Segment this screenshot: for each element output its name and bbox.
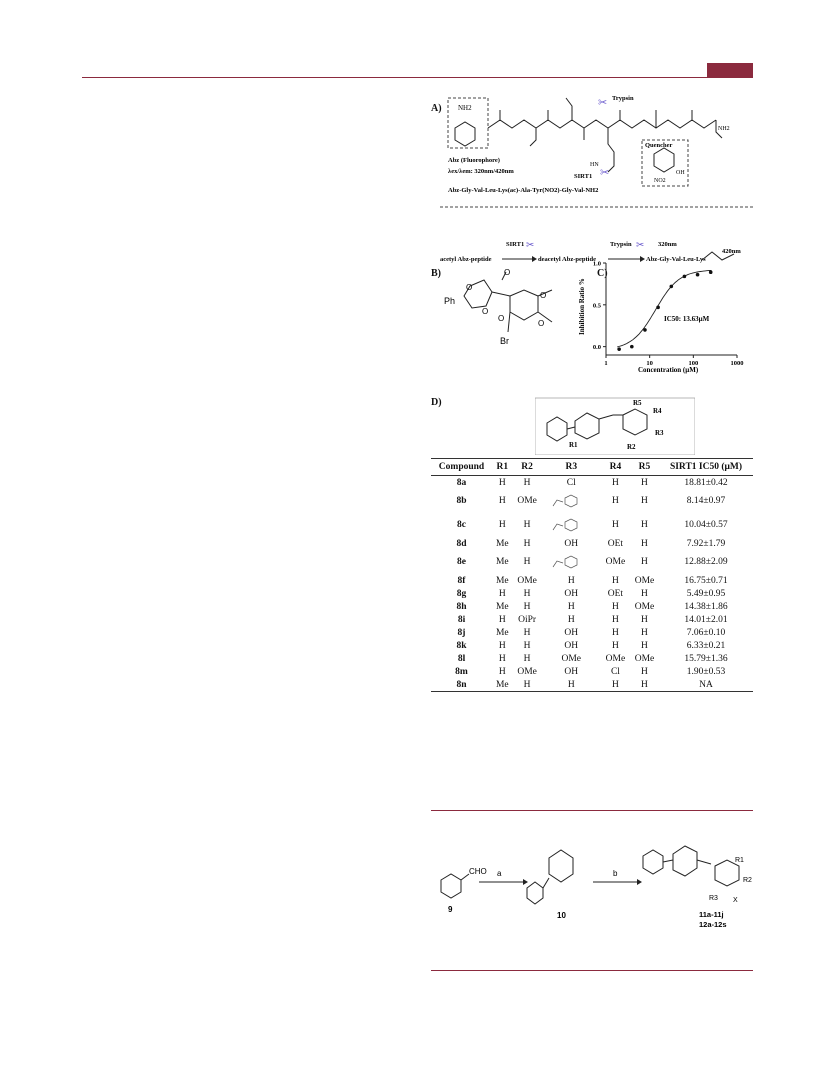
table-cell: OH bbox=[564, 538, 579, 549]
y-tick-label: 1.0 bbox=[592, 260, 601, 268]
table-cell: H bbox=[641, 640, 648, 651]
svg-text:O: O bbox=[482, 307, 489, 316]
y-tick-label: 0.0 bbox=[592, 344, 601, 352]
table-cell: H bbox=[641, 588, 648, 599]
data-point bbox=[656, 306, 660, 310]
table-cell: OMe bbox=[517, 575, 537, 586]
col-r2: R2 bbox=[513, 459, 542, 476]
table-cell: H bbox=[641, 477, 648, 488]
table-cell: H bbox=[601, 678, 630, 692]
table-cell: 5.49±0.95 bbox=[686, 588, 726, 599]
table-cell: H bbox=[641, 496, 648, 506]
hn-label: HN bbox=[590, 162, 599, 168]
panel-c-label: C) bbox=[597, 268, 608, 279]
table-cell: H bbox=[641, 666, 648, 677]
oh-label: OH bbox=[676, 170, 685, 176]
sirt1-label: SIRT1 bbox=[574, 173, 593, 180]
d-r5: R5 bbox=[633, 399, 642, 407]
table-cell: Me bbox=[495, 557, 509, 567]
table-cell: Me bbox=[495, 601, 509, 612]
data-point bbox=[696, 273, 700, 277]
table-cell: 10.04±0.57 bbox=[684, 520, 728, 530]
data-point bbox=[709, 270, 713, 274]
table-cell: H bbox=[498, 477, 506, 488]
x-tick-label: 10 bbox=[646, 360, 653, 367]
panel-b-label: B) bbox=[431, 268, 441, 279]
table-cell: 15.79±1.36 bbox=[684, 653, 728, 664]
table-cell: H bbox=[523, 640, 531, 651]
table-cell: Cl bbox=[610, 666, 620, 677]
peptide-backbone bbox=[488, 120, 716, 128]
table-cell: 14.38±1.86 bbox=[684, 601, 728, 612]
trypsin-label: Trypsin bbox=[612, 95, 634, 102]
scheme-r2: R2 bbox=[743, 877, 752, 884]
table-cell: OMe bbox=[561, 653, 582, 664]
scissors-icon-scheme-2: ✂ bbox=[636, 240, 645, 251]
table-cell: H bbox=[523, 588, 531, 599]
svg-text:O: O bbox=[540, 291, 547, 300]
table-cell: OH bbox=[564, 627, 579, 638]
lysine-chain bbox=[608, 128, 614, 172]
table-cell: OH bbox=[564, 666, 579, 677]
table-cell: H bbox=[498, 588, 506, 599]
table-cell: OMe bbox=[605, 557, 626, 567]
panel-d-label: D) bbox=[431, 397, 442, 408]
svg-text:O: O bbox=[466, 283, 473, 292]
fluorophore-label: Abz (Fluorophore) bbox=[448, 157, 500, 164]
compound-id-cell: 8h bbox=[456, 601, 467, 612]
compound-id-cell: 8e bbox=[457, 557, 466, 567]
compound-id-cell: 8k bbox=[456, 640, 467, 651]
x-tick-label: 100 bbox=[688, 360, 699, 367]
compound-id-cell: 8c bbox=[457, 520, 466, 530]
table-header-row bbox=[431, 459, 753, 476]
table-cell: OMe bbox=[517, 496, 537, 506]
table-cell: Me bbox=[495, 627, 509, 638]
col-r3: R3 bbox=[542, 459, 601, 476]
table-cell: OH bbox=[564, 588, 579, 599]
table-cell: OMe bbox=[634, 601, 655, 612]
table-cell: OMe bbox=[605, 653, 626, 664]
data-point bbox=[643, 328, 647, 332]
table-row bbox=[431, 489, 753, 513]
compound-id-cell: 8i bbox=[457, 614, 466, 625]
table-cell: H bbox=[641, 557, 648, 567]
synthesis-scheme bbox=[431, 830, 753, 940]
step-a-label: a bbox=[497, 869, 502, 878]
table-cell: H bbox=[641, 614, 648, 625]
table-cell: H bbox=[523, 601, 531, 612]
table-cell: 14.01±2.01 bbox=[684, 614, 728, 625]
table-cell: 7.92±1.79 bbox=[686, 538, 726, 549]
section-rule-bottom bbox=[431, 970, 753, 971]
scissors-icon-scheme-1: ✂ bbox=[526, 240, 535, 251]
compound-id-cell: 8b bbox=[456, 496, 467, 506]
table-cell: 6.33±0.21 bbox=[686, 640, 726, 651]
svg-text:O: O bbox=[538, 319, 545, 328]
table-cell: H bbox=[611, 496, 619, 506]
table-cell: OEt bbox=[607, 588, 624, 599]
table-row bbox=[431, 613, 753, 626]
quencher-label: Quencher bbox=[645, 142, 673, 149]
col-r5: R5 bbox=[630, 459, 659, 476]
table-cell: H bbox=[542, 678, 601, 692]
section-rule-top bbox=[431, 810, 753, 811]
scheme-end: Abz-Gly-Val-Leu-Lys bbox=[646, 256, 706, 263]
table-row bbox=[431, 476, 753, 490]
table-row bbox=[431, 665, 753, 678]
table-cell: OEt bbox=[607, 538, 624, 549]
nh2-label: NH2 bbox=[458, 104, 472, 112]
data-point bbox=[670, 285, 674, 289]
table-row bbox=[431, 626, 753, 639]
br-label: Br bbox=[500, 336, 509, 346]
compound-id-cell: 8n bbox=[431, 678, 492, 692]
d-r4: R4 bbox=[653, 407, 662, 415]
d-r3: R3 bbox=[655, 429, 664, 437]
scheme-x: X bbox=[733, 897, 738, 904]
table-cell: Me bbox=[495, 575, 509, 586]
cho-label: CHO bbox=[469, 867, 487, 876]
ic50-chart bbox=[572, 255, 752, 377]
header-accent-box bbox=[707, 63, 753, 77]
products-label-2: 12a-12s bbox=[699, 920, 727, 929]
table-cell: H bbox=[498, 640, 506, 651]
ph-label: Ph bbox=[444, 296, 456, 306]
nh2-end-label: NH2 bbox=[718, 126, 730, 132]
table-cell: H bbox=[611, 575, 619, 586]
scheme-sirt1: SIRT1 bbox=[506, 241, 525, 248]
d-r1: R1 bbox=[569, 441, 578, 449]
compound-9-label: 9 bbox=[448, 905, 453, 914]
table-cell: 18.81±0.42 bbox=[684, 477, 728, 488]
table-cell: OiPr bbox=[518, 614, 537, 625]
table-row bbox=[431, 600, 753, 613]
x-axis-label: Concentration (μM) bbox=[638, 366, 699, 374]
col-ic50: SIRT1 IC50 (μM) bbox=[659, 459, 753, 476]
scheme-trypsin: Trypsin bbox=[610, 241, 632, 248]
svg-text:O: O bbox=[504, 268, 511, 277]
header-rule bbox=[82, 77, 753, 78]
table-cell: 16.75±0.71 bbox=[684, 575, 728, 586]
y-axis-label: Inhibition Ratio % bbox=[578, 278, 586, 335]
sequence-label: Abz-Gly-Val-Leu-Lys(ac)-Ala-Tyr(NO2)-Gly-Val-NH2 bbox=[448, 187, 599, 194]
table-cell: H bbox=[498, 653, 506, 664]
table-cell: H bbox=[611, 614, 619, 625]
substituent-structure-cell bbox=[542, 513, 601, 537]
compound-id-cell: 8m bbox=[455, 666, 468, 677]
scheme-r3: R3 bbox=[709, 895, 718, 902]
table-row bbox=[431, 574, 753, 587]
compound-id-cell: 8f bbox=[457, 575, 466, 586]
table-cell: H bbox=[523, 520, 531, 530]
step-b-label: b bbox=[613, 869, 618, 878]
table-cell: OMe bbox=[517, 666, 537, 677]
table-row bbox=[431, 537, 753, 550]
table-cell: H bbox=[523, 557, 531, 567]
table-row bbox=[431, 550, 753, 574]
scheme-start: acetyl Abz-peptide bbox=[440, 256, 492, 263]
table-cell: H bbox=[523, 477, 531, 488]
table-cell: H bbox=[523, 538, 531, 549]
compound-10-label: 10 bbox=[557, 911, 566, 920]
compound-id-cell: 8d bbox=[456, 538, 467, 549]
sirt1-table bbox=[431, 458, 753, 692]
col-r1: R1 bbox=[492, 459, 513, 476]
table-cell: H bbox=[641, 520, 648, 530]
wavelength-label: λex/λem: 320nm/420nm bbox=[448, 168, 514, 175]
table-row bbox=[431, 652, 753, 665]
table-cell: H bbox=[611, 640, 619, 651]
panel-a-figure bbox=[440, 88, 753, 268]
table-cell: Me bbox=[492, 678, 513, 692]
table-row bbox=[431, 513, 753, 537]
table-cell: H bbox=[567, 601, 575, 612]
table-row bbox=[431, 639, 753, 652]
table-cell: H bbox=[523, 653, 531, 664]
scheme-320: 320nm bbox=[658, 241, 677, 248]
col-r4: R4 bbox=[601, 459, 630, 476]
data-point bbox=[617, 347, 621, 351]
table-cell: H bbox=[641, 627, 648, 638]
table-cell: H bbox=[498, 666, 506, 677]
scissors-icon-sirt1: ✂ bbox=[600, 167, 610, 179]
products-label-1: 11a-11j bbox=[699, 910, 724, 919]
table-cell: H bbox=[498, 614, 506, 625]
d-r2: R2 bbox=[627, 443, 636, 451]
table-cell: OH bbox=[564, 640, 579, 651]
table-cell: NA bbox=[659, 678, 753, 692]
panel-d-structure bbox=[535, 395, 695, 455]
x-tick-label: 1 bbox=[604, 360, 608, 367]
table-cell: H bbox=[641, 538, 648, 549]
svg-text:O: O bbox=[498, 314, 505, 323]
panel-a-label: A) bbox=[431, 103, 442, 114]
compound-id-cell: 8g bbox=[456, 588, 467, 599]
scheme-420: 420nm bbox=[722, 248, 741, 255]
data-point bbox=[683, 275, 687, 279]
panel-b-structure bbox=[440, 266, 580, 366]
table-cell: H bbox=[513, 678, 542, 692]
table-cell: 1.90±0.53 bbox=[686, 666, 726, 677]
table-cell: H bbox=[611, 477, 619, 488]
table-cell: Cl bbox=[566, 477, 576, 488]
compound-id-cell: 8a bbox=[456, 477, 467, 488]
table-row bbox=[431, 678, 753, 692]
table-cell: H bbox=[567, 614, 575, 625]
data-point bbox=[630, 345, 634, 349]
table-cell: Me bbox=[495, 538, 509, 549]
table-cell: OMe bbox=[634, 653, 655, 664]
ic50-annotation: IC50: 13.63μM bbox=[664, 315, 710, 323]
x-tick-label: 1000 bbox=[730, 360, 744, 367]
table-cell: OMe bbox=[634, 575, 655, 586]
table-cell: H bbox=[567, 575, 575, 586]
table-cell: H bbox=[498, 496, 506, 506]
table-cell: H bbox=[630, 678, 659, 692]
compound-id-cell: 8j bbox=[457, 627, 466, 638]
table-cell: H bbox=[523, 627, 531, 638]
substituent-structure-cell bbox=[542, 550, 601, 574]
table-cell: 7.06±0.10 bbox=[686, 627, 726, 638]
compound-id-cell: 8l bbox=[457, 653, 466, 664]
no2-label: NO2 bbox=[654, 178, 666, 184]
table-cell: H bbox=[498, 520, 506, 530]
table-cell: 8.14±0.97 bbox=[686, 496, 726, 506]
table-cell: 12.88±2.09 bbox=[684, 557, 728, 567]
table-cell: H bbox=[611, 520, 619, 530]
table-row bbox=[431, 587, 753, 600]
table-cell: H bbox=[611, 601, 619, 612]
substituent-structure-cell bbox=[542, 489, 601, 513]
scissors-icon-trypsin: ✂ bbox=[598, 97, 608, 109]
table-cell: H bbox=[611, 627, 619, 638]
benzene-ring bbox=[455, 122, 475, 146]
scheme-mid: deacetyl Abz-peptide bbox=[538, 256, 596, 263]
y-tick-label: 0.5 bbox=[592, 302, 601, 310]
scheme-r1: R1 bbox=[735, 857, 744, 864]
fit-curve bbox=[617, 270, 711, 347]
col-compound: Compound bbox=[431, 459, 492, 476]
